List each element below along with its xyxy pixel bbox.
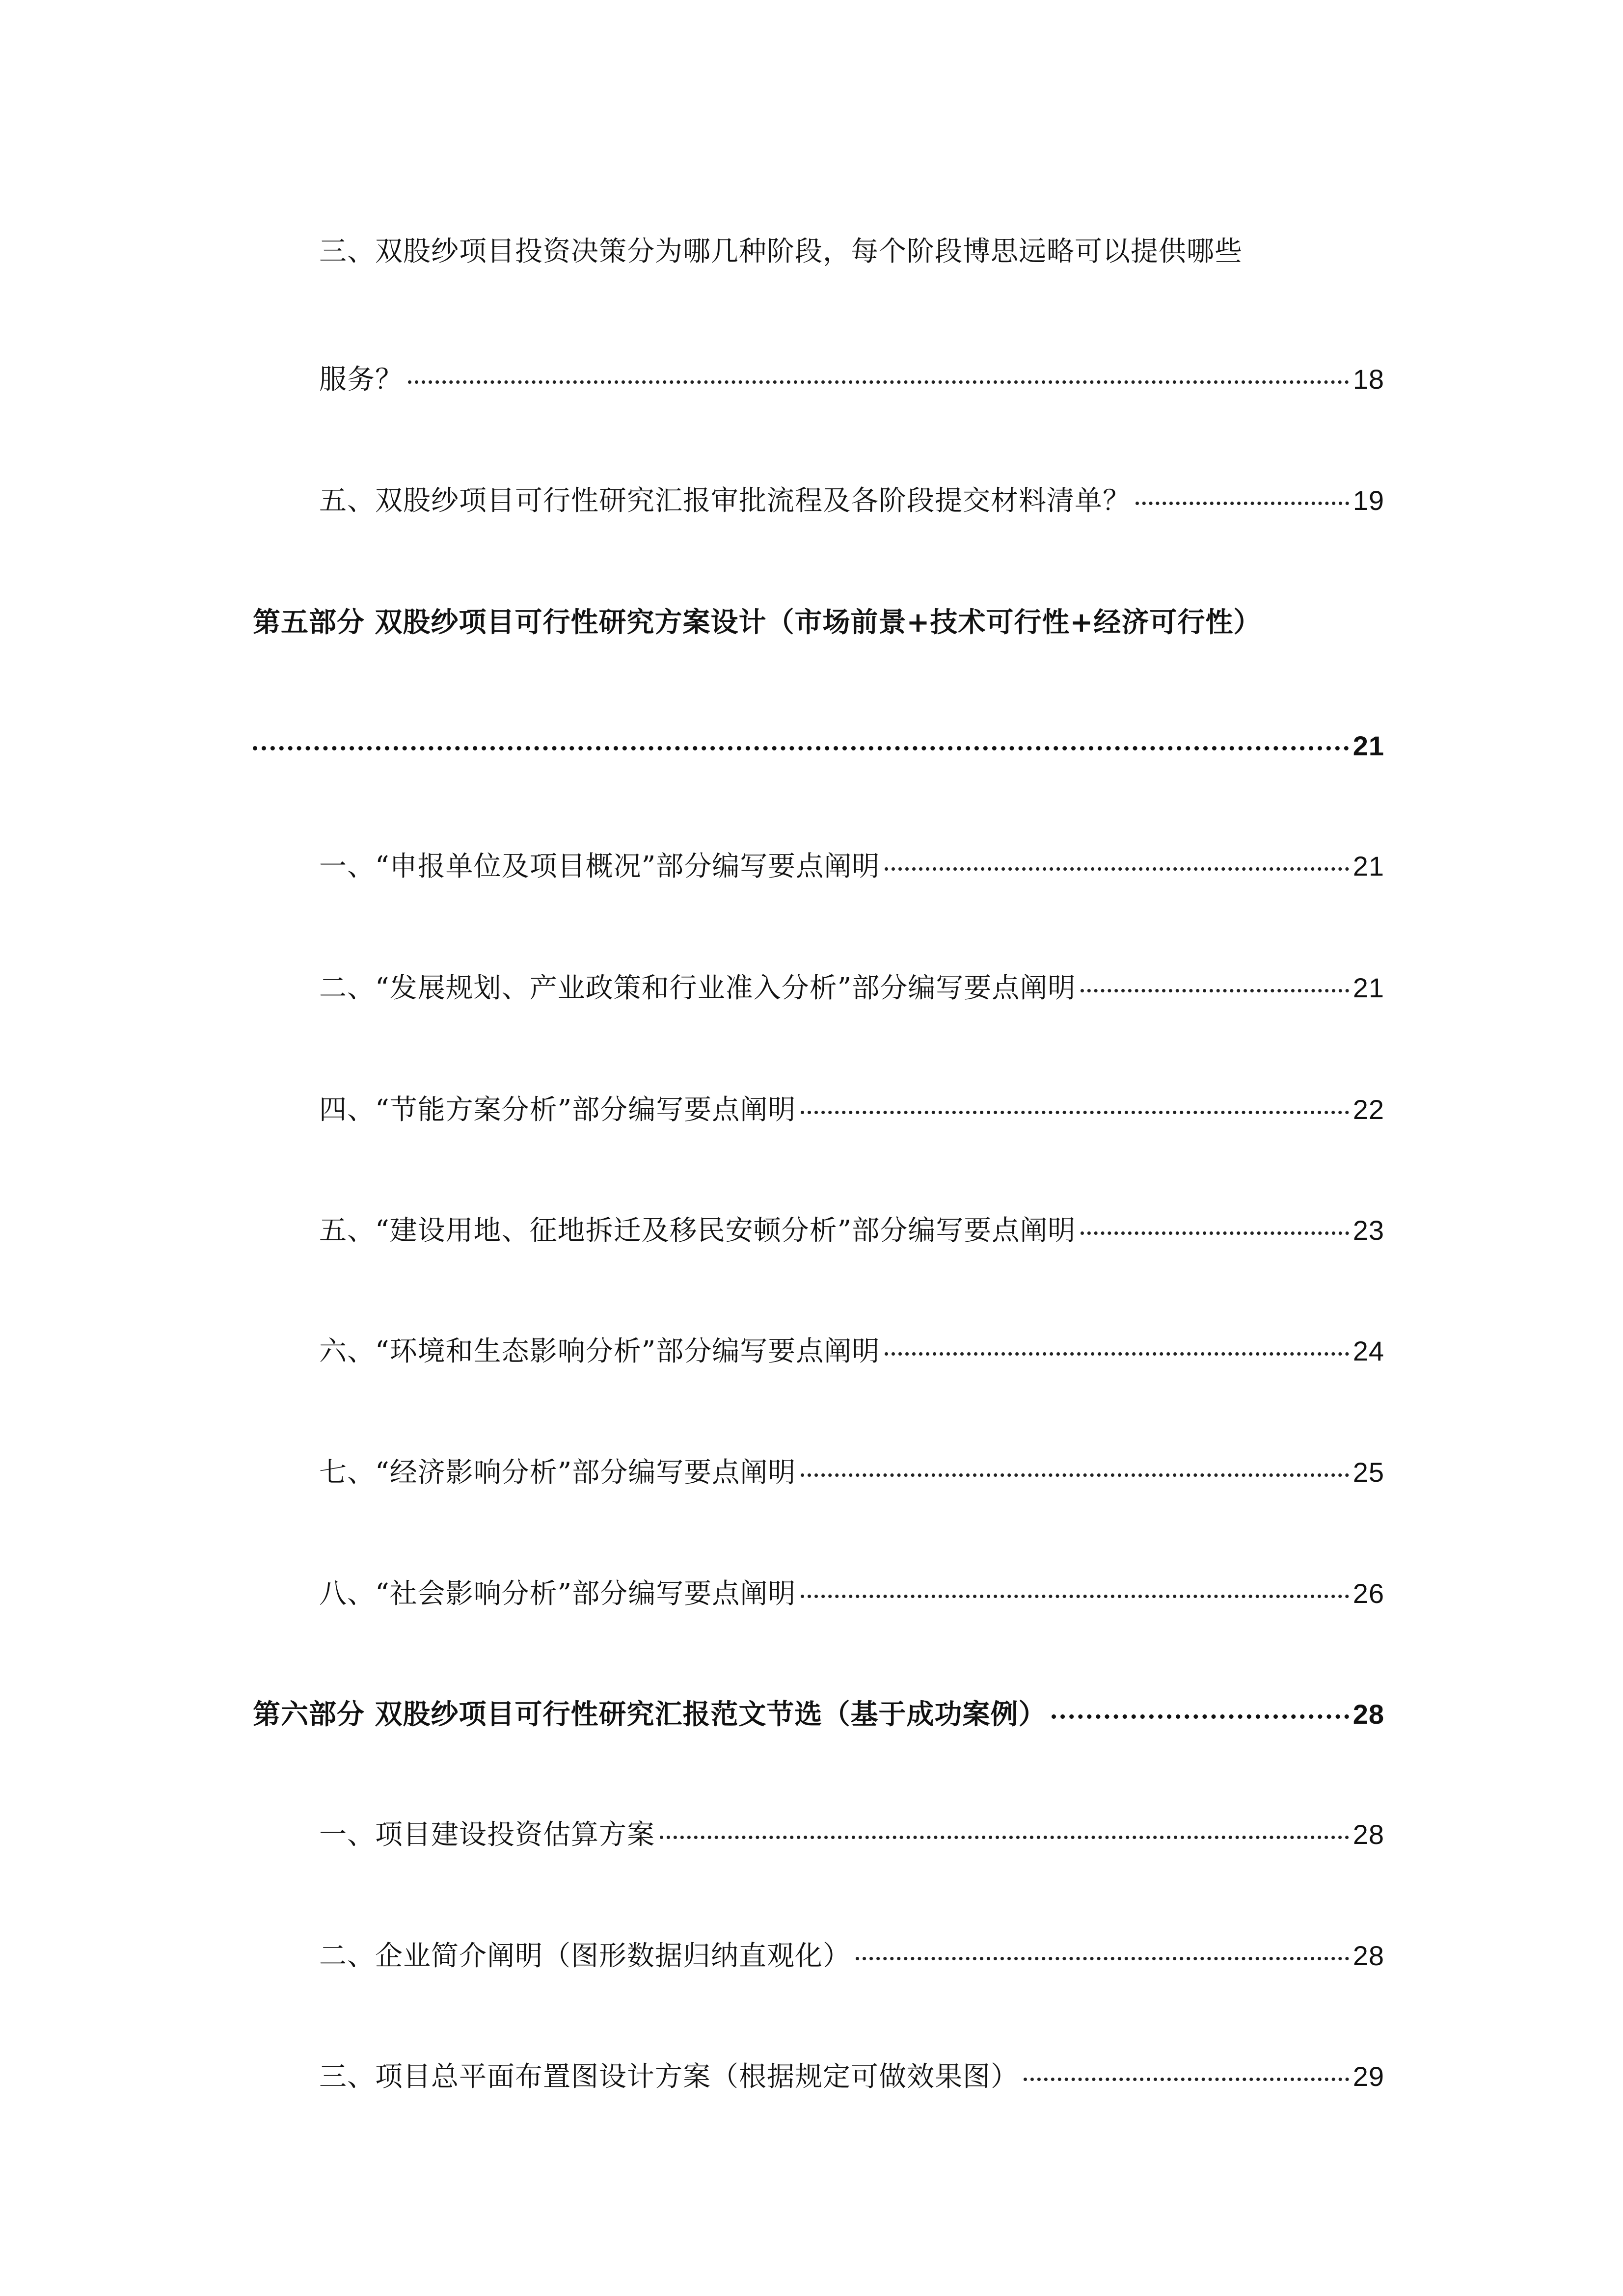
toc-page-number: 18 (1352, 364, 1384, 395)
toc-entry-text: 一、“申报单位及项目概况”部分编写要点阐明 (319, 851, 880, 882)
toc-entry-approval-process[interactable] (319, 483, 1384, 518)
toc-part-five[interactable] (253, 605, 1261, 640)
dot-leader (856, 1957, 1349, 1960)
toc-page-number: 28 (1352, 1819, 1384, 1850)
toc-entry-text: 四、“节能方案分析”部分编写要点阐明 (319, 1094, 796, 1126)
toc-part-six[interactable] (253, 1697, 1384, 1732)
toc-entry-text: 八、“社会影响分析”部分编写要点阐明 (319, 1578, 796, 1610)
dot-leader (1081, 1231, 1349, 1235)
toc-part-five-leader-line[interactable] (253, 729, 1384, 763)
toc-page-number: 26 (1352, 1578, 1384, 1609)
dot-leader (1024, 2078, 1349, 2081)
toc-entry-investment-estimate[interactable] (319, 1817, 1384, 1852)
dot-leader (253, 746, 1349, 750)
toc-entry-land-use[interactable] (319, 1213, 1384, 1248)
toc-entry-social-impact[interactable] (319, 1576, 1384, 1611)
toc-entry-text: 三、双股纱项目投资决策分为哪几种阶段，每个阶段博思远略可以提供哪些 (319, 236, 1243, 267)
toc-page-number: 28 (1352, 1699, 1384, 1730)
toc-entry-text: 七、“经济影响分析”部分编写要点阐明 (319, 1457, 796, 1489)
toc-entry-economic-impact[interactable] (319, 1455, 1384, 1490)
toc-entry-company-profile[interactable] (319, 1939, 1384, 1974)
toc-page-number: 21 (1352, 972, 1384, 1003)
dot-leader (1052, 1714, 1349, 1719)
dot-leader (801, 1111, 1349, 1114)
toc-page-number: 25 (1352, 1457, 1384, 1488)
toc-entry-development-planning[interactable] (319, 971, 1384, 1006)
dot-leader (885, 1352, 1349, 1356)
toc-entry-energy-saving[interactable] (319, 1093, 1384, 1127)
toc-part-title: 第五部分 双股纱项目可行性研究方案设计（市场前景+技术可行性+经济可行性） (253, 606, 1262, 639)
toc-part-title: 第六部分 双股纱项目可行性研究汇报范文节选（基于成功案例） (253, 1698, 1047, 1731)
toc-page-number: 29 (1352, 2061, 1384, 2092)
toc-entry-text: 二、“发展规划、产业政策和行业准入分析”部分编写要点阐明 (319, 972, 1076, 1004)
toc-entry-applicant-overview[interactable] (319, 849, 1384, 884)
toc-entry-text: 五、“建设用地、征地拆迁及移民安顿分析”部分编写要点阐明 (319, 1215, 1076, 1247)
dot-leader (885, 867, 1349, 871)
toc-entry-text: 五、双股纱项目可行性研究汇报审批流程及各阶段提交材料清单？ (319, 485, 1131, 517)
toc-entry-investment-stages-cont[interactable] (319, 362, 1384, 397)
toc-page-number: 22 (1352, 1094, 1384, 1125)
dot-leader (801, 1473, 1349, 1477)
toc-page-number: 21 (1352, 851, 1384, 881)
toc-entry-text: 六、“环境和生态影响分析”部分编写要点阐明 (319, 1335, 880, 1367)
toc-page-number: 21 (1352, 730, 1384, 761)
toc-entry-investment-stages[interactable] (319, 235, 1243, 269)
toc-entry-text: 服务？ (319, 364, 403, 396)
dot-leader (408, 380, 1349, 384)
dot-leader (1136, 502, 1349, 505)
toc-page-number: 19 (1352, 485, 1384, 516)
dot-leader (660, 1836, 1349, 1839)
toc-entry-text: 三、项目总平面布置图设计方案（根据规定可做效果图） (319, 2061, 1019, 2093)
toc-entry-environment[interactable] (319, 1334, 1384, 1369)
dot-leader (1081, 989, 1349, 992)
toc-page-number: 28 (1352, 1940, 1384, 1971)
toc-entry-site-plan[interactable] (319, 2059, 1384, 2094)
toc-entry-text: 一、项目建设投资估算方案 (319, 1819, 655, 1851)
toc-entry-text: 二、企业简介阐明（图形数据归纳直观化） (319, 1940, 851, 1972)
toc-page-number: 23 (1352, 1215, 1384, 1246)
dot-leader (801, 1595, 1349, 1598)
toc-page-number: 24 (1352, 1335, 1384, 1366)
